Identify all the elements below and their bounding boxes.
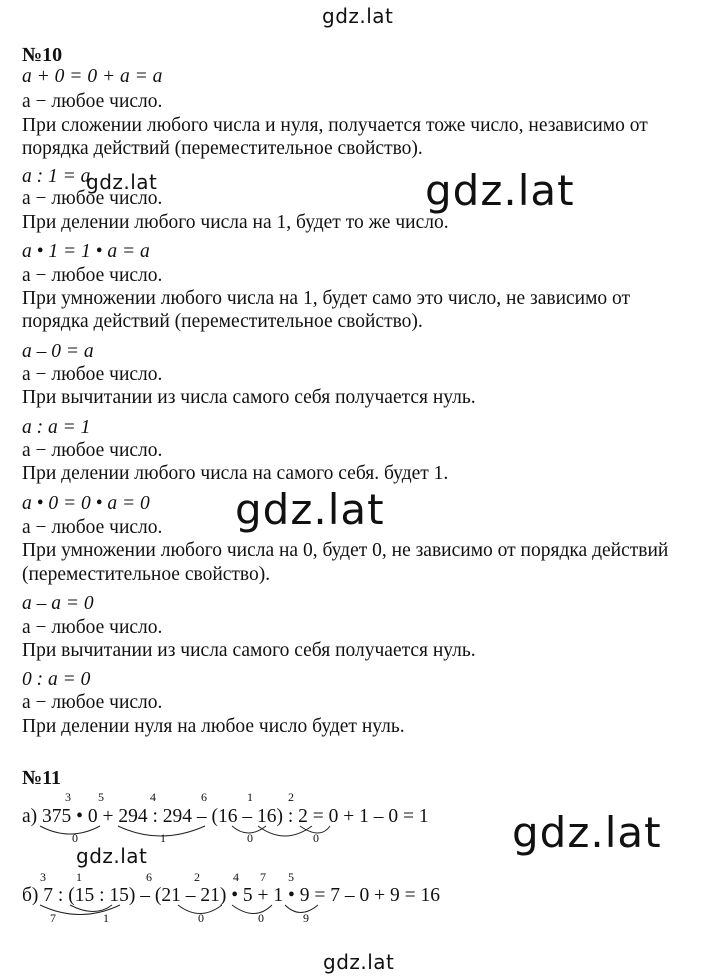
arc-a-4 xyxy=(258,826,312,836)
formula: 0 : a = 0 xyxy=(22,669,91,690)
formula: a : 1 = a xyxy=(22,166,91,187)
operation-order: 3 xyxy=(40,870,46,884)
arc-a-1 xyxy=(40,826,100,834)
explanation: порядка действий (переместительное свойство). xyxy=(22,138,423,159)
arc-a-3 xyxy=(232,826,266,833)
intermediate-result: 0 xyxy=(198,911,204,925)
explanation: При делении любого числа на 1, будет то же число. xyxy=(22,212,449,233)
explanation: При делении любого числа на самого себя. будет 1. xyxy=(22,463,449,484)
definition: a − любое число. xyxy=(22,364,163,385)
arc-a-2 xyxy=(118,826,205,836)
arc-a-5 xyxy=(300,826,330,833)
explanation: При умножении любого числа на 1, будет само это число, не зависимо от xyxy=(22,288,631,309)
explanation: При делении нуля на любое число будет нуль. xyxy=(22,716,405,737)
definition: a − любое число. xyxy=(22,91,163,112)
definition: a − любое число. xyxy=(22,188,163,209)
explanation: порядка действий (переместительное свойство). xyxy=(22,311,423,332)
explanation: При сложении любого числа и нуля, получается тоже число, независимо от xyxy=(22,115,648,136)
intermediate-result: 0 xyxy=(72,831,78,845)
formula: a • 0 = 0 • a = 0 xyxy=(22,493,150,514)
watermark-inline: gdz.lat xyxy=(76,844,148,868)
operation-order: 1 xyxy=(247,790,253,804)
definition: a − любое число. xyxy=(22,617,163,638)
operation-order: 2 xyxy=(194,870,200,884)
expression-b: б) 7 : (15 : 15) – (21 – 21) • 5 + 1 • 9 = 7 – 0 + 9 = 16 xyxy=(22,885,440,906)
formula: a – a = 0 xyxy=(22,593,94,614)
watermark-large: gdz.lat xyxy=(512,808,662,857)
definition: a − любое число. xyxy=(22,692,163,713)
operation-order: 7 xyxy=(260,870,266,884)
intermediate-result: 7 xyxy=(50,911,56,925)
explanation: При умножении любого числа на 0, будет 0, не зависимо от порядка действий xyxy=(22,540,669,561)
operation-order: 1 xyxy=(76,870,82,884)
operation-order: 2 xyxy=(288,790,294,804)
intermediate-result: 0 xyxy=(247,831,253,845)
operation-order: 6 xyxy=(201,790,207,804)
definition: a − любое число. xyxy=(22,265,163,286)
watermark-inline: gdz.lat xyxy=(86,170,158,194)
operation-order: 4 xyxy=(233,870,239,884)
task-10-title: №10 xyxy=(22,44,63,66)
operation-order: 4 xyxy=(150,790,156,804)
arc-b-3 xyxy=(178,905,222,914)
intermediate-result: 1 xyxy=(160,831,166,845)
definition: a − любое число. xyxy=(22,517,163,538)
definition: a − любое число. xyxy=(22,440,163,461)
explanation: При вычитании из числа самого себя получается нуль. xyxy=(22,640,476,661)
intermediate-result: 0 xyxy=(313,831,319,845)
explanation: (переместительное свойство). xyxy=(22,564,271,585)
operation-order: 3 xyxy=(65,790,71,804)
formula: a : a = 1 xyxy=(22,417,91,438)
expression-a: а) 375 • 0 + 294 : 294 – (16 – 16) : 2 = 0 + 1 – 0 = 1 xyxy=(22,806,429,827)
intermediate-result: 0 xyxy=(258,911,264,925)
watermark-large: gdz.lat xyxy=(235,485,385,534)
formula: a • 1 = 1 • a = a xyxy=(22,241,150,262)
arc-b-5 xyxy=(285,905,318,913)
watermark-top: gdz.lat xyxy=(322,4,394,28)
operation-order: 5 xyxy=(98,790,104,804)
formula: a + 0 = 0 + a = a xyxy=(22,66,163,87)
operation-order: 5 xyxy=(288,870,294,884)
arc-b-4 xyxy=(232,905,272,914)
task-11-title: №11 xyxy=(22,767,61,789)
watermark-bottom: gdz.lat xyxy=(323,950,395,974)
formula: a – 0 = a xyxy=(22,341,94,362)
intermediate-result: 1 xyxy=(103,911,109,925)
operation-order: 6 xyxy=(146,870,152,884)
explanation: При вычитании из числа самого себя получается нуль. xyxy=(22,387,476,408)
intermediate-result: 9 xyxy=(303,911,309,925)
watermark-large: gdz.lat xyxy=(425,166,575,215)
